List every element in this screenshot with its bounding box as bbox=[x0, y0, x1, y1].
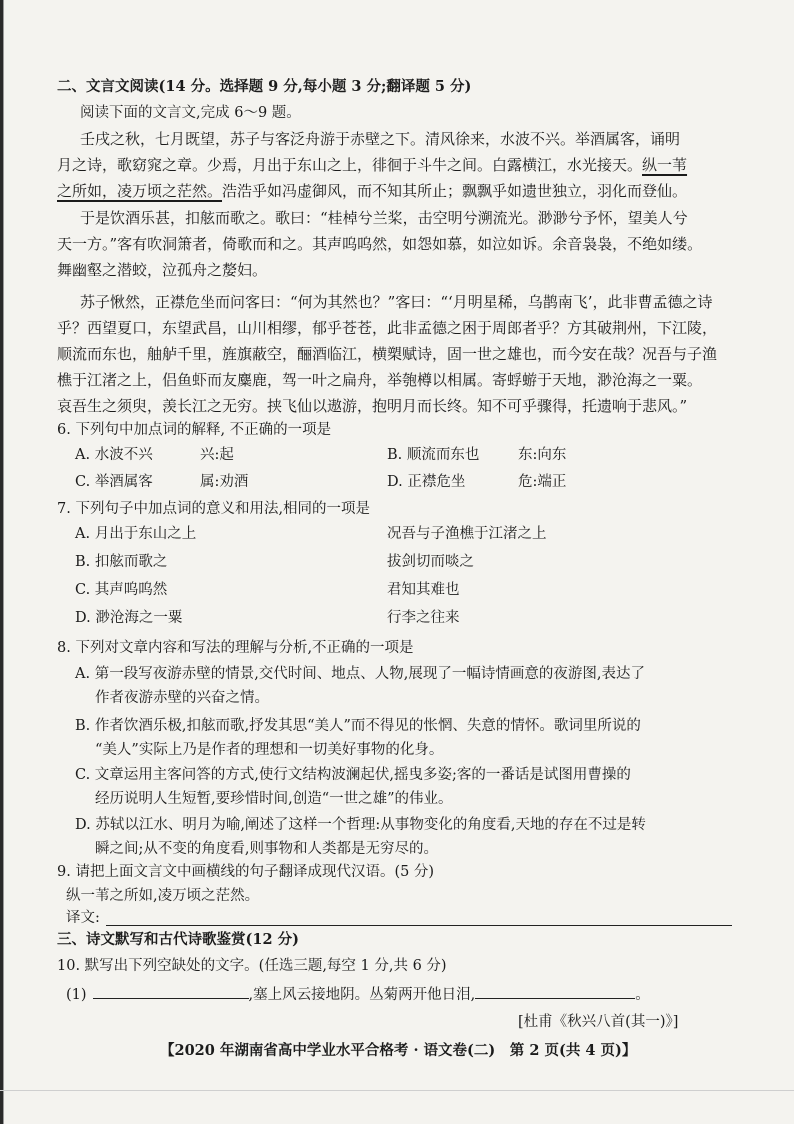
q10-item-1 bbox=[66, 984, 650, 1005]
q9-sentence: 纵一苇之所如,凌万顷之茫然。 bbox=[66, 888, 260, 904]
q6-option-d-gloss: 危:端正 bbox=[518, 474, 567, 490]
passage-line: 月之诗，歌窈窕之章。少焉，月出于东山之上，徘徊于斗牛之间。白露横江，水光接天。纵一苇 bbox=[57, 156, 688, 174]
q9-answer-line[interactable] bbox=[106, 925, 732, 926]
q8-option-a-cont: 作者夜游赤壁的兴奋之情。 bbox=[95, 690, 269, 706]
q8-option-b-cont: “美人”实际上乃是作者的理想和一切美好事物的化身。 bbox=[95, 742, 444, 758]
q8-option-a: A. 第一段写夜游赤壁的情景,交代时间、地点、人物,展现了一幅诗情画意的夜游图,表达了 bbox=[75, 666, 646, 682]
q7-option-d-right: 行李之往来 bbox=[387, 610, 460, 626]
q7-option-b-left: B. 扣舷而歌之 bbox=[75, 554, 168, 570]
underlined-sentence-part: 纵一苇 bbox=[642, 156, 688, 174]
q7-option-c-right: 君知其难也 bbox=[387, 582, 460, 598]
q8-stem: 8. 下列对文章内容和写法的理解与分析,不正确的一项是 bbox=[57, 640, 414, 656]
q8-option-d: D. 苏轼以江水、明月为喻,阐述了这样一个哲理:从事物变化的角度看,天地的存在不过是转 bbox=[75, 817, 646, 833]
q9-stem: 9. 请把上面文言文中画横线的句子翻译成现代汉语。(5 分) bbox=[57, 864, 435, 880]
q6-option-c-gloss: 属:劝酒 bbox=[200, 474, 249, 490]
passage-line: 樵于江渚之上，侣鱼虾而友麋鹿，驾一叶之扁舟，举匏樽以相属。寄蜉蝣于天地，渺沧海之一粟。 bbox=[57, 371, 703, 389]
q8-option-d-cont: 瞬之间;从不变的角度看,则事物和人类都是无穷尽的。 bbox=[95, 841, 438, 857]
passage-line: 顺流而东也，舳舻千里，旌旗蔽空，酾酒临江，横槊赋诗，固一世之雄也，而今安在哉？况吾与子渔 bbox=[57, 345, 718, 363]
q6-option-c-word: C. 举酒属客 bbox=[75, 474, 153, 490]
scan-bottom-edge bbox=[0, 1090, 794, 1091]
q10-source: [杜甫《秋兴八首(其一)》] bbox=[518, 1014, 679, 1030]
passage-line: 哀吾生之须臾，羡长江之无穷。挟飞仙以遨游，抱明月而长终。知不可乎骤得，托遗响于悲风。” bbox=[57, 397, 688, 415]
q6-option-d-word: D. 正襟危坐 bbox=[387, 474, 466, 490]
passage-line: 苏子愀然，正襟危坐而问客曰：“何为其然也？”客曰：“‘月明星稀，乌鹊南飞’，此非曹孟德之诗 bbox=[80, 293, 713, 311]
passage-line: 舞幽壑之潜蛟，泣孤舟之嫠妇。 bbox=[57, 261, 268, 279]
section2-title: 二、文言文阅读(14 分。选择题 9 分,每小题 3 分;翻译题 5 分) bbox=[57, 78, 472, 95]
q6-option-b-word: B. 顺流而东也 bbox=[387, 447, 480, 463]
q10-end-punct: 。 bbox=[635, 987, 650, 1003]
q10-item-number: (1) bbox=[66, 987, 87, 1003]
passage-line: 壬戌之秋，七月既望，苏子与客泛舟游于赤壁之下。清风徐来，水波不兴。举酒属客，诵明 bbox=[80, 130, 681, 148]
q10-blank-1[interactable] bbox=[93, 984, 249, 999]
q9-answer-label: 译文: bbox=[66, 910, 100, 926]
q7-stem: 7. 下列句子中加点词的意义和用法,相同的一项是 bbox=[57, 501, 371, 517]
q6-option-a-word: A. 水波不兴 bbox=[75, 447, 153, 463]
q10-stem: 10. 默写出下列空缺处的文字。(任选三题,每空 1 分,共 6 分) bbox=[57, 958, 447, 974]
underlined-sentence-part: 之所如，凌万顷之茫然。 bbox=[57, 182, 223, 200]
q10-middle-text: ,塞上风云接地阴。丛菊两开他日泪, bbox=[248, 987, 476, 1003]
q8-option-c-cont: 经历说明人生短暂,要珍惜时间,创造“一世之雄”的伟业。 bbox=[95, 791, 453, 807]
q7-option-b-right: 拔剑切而啖之 bbox=[387, 554, 474, 570]
q6-stem: 6. 下列句中加点词的解释, 不正确的一项是 bbox=[57, 422, 332, 438]
section3-title: 三、诗文默写和古代诗歌鉴赏(12 分) bbox=[57, 931, 299, 948]
q10-blank-2[interactable] bbox=[475, 984, 635, 999]
q7-option-a-right: 况吾与子渔樵于江渚之上 bbox=[387, 526, 547, 542]
passage-line: 之所如，凌万顷之茫然。浩浩乎如冯虚御风，而不知其所止；飘飘乎如遗世独立，羽化而登仙。 bbox=[57, 182, 688, 200]
passage-line: 于是饮酒乐甚，扣舷而歌之。歌曰：“桂棹兮兰桨，击空明兮溯流光。渺渺兮予怀，望美人兮 bbox=[80, 209, 688, 227]
passage-line: 乎？西望夏口，东望武昌，山川相缪，郁乎苍苍，此非孟德之困于周郎者乎？方其破荆州，下江陵， bbox=[57, 319, 718, 337]
section2-intro: 阅读下面的文言文,完成 6～9 题。 bbox=[80, 105, 301, 121]
q7-option-c-left: C. 其声呜呜然 bbox=[75, 582, 168, 598]
q8-option-b: B. 作者饮酒乐极,扣舷而歌,抒发其思“美人”而不得见的怅惘、失意的情怀。歌词里所说的 bbox=[75, 718, 641, 734]
q7-option-a-left: A. 月出于东山之上 bbox=[75, 526, 197, 542]
q6-option-b-gloss: 东:向东 bbox=[518, 447, 567, 463]
passage-line: 天一方。”客有吹洞箫者，倚歌而和之。其声呜呜然，如怨如慕，如泣如诉。余音袅袅，不绝如缕。 bbox=[57, 235, 703, 253]
q6-option-a-gloss: 兴:起 bbox=[200, 447, 234, 463]
page-footer: 【2020 年湖南省高中学业水平合格考 · 语文卷(二) 第 2 页(共 4 页)】 bbox=[160, 1042, 637, 1059]
q8-option-c: C. 文章运用主客问答的方式,使行文结构波澜起伏,摇曳多姿;客的一番话是试图用曹操的 bbox=[75, 767, 631, 783]
q7-option-d-left: D. 渺沧海之一粟 bbox=[75, 610, 183, 626]
